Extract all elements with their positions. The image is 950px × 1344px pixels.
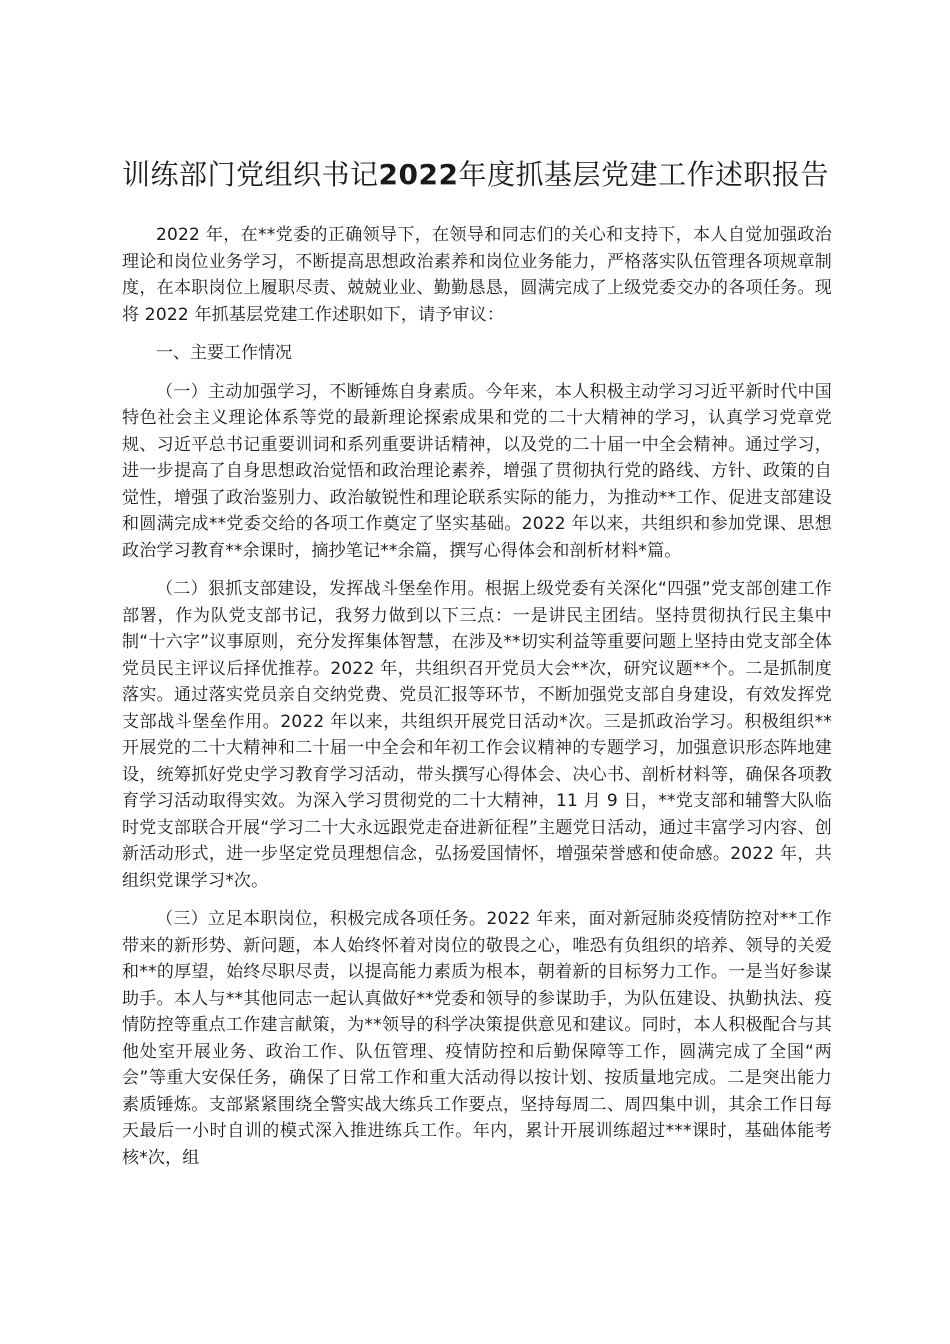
document-body — [122, 150, 832, 1183]
intro-paragraph: 2022 年，在**党委的正确领导下，在领导和同志们的关心和支持下，本人自觉加强政治理论和岗位业务学习，不断提高思想政治素养和岗位业务能力，严格落实队伍管理各项规章制度，在本职岗位上履职尽责、兢兢业业、勤勤恳恳，圆满完成了上级党委交办的各项任务。现将 2022 年抓基层党建工作述职如下，请予审议： — [122, 225, 832, 325]
paragraph-study: （一）主动加强学习，不断锤炼自身素质。今年来，本人积极主动学习习近平新时代中国特色社会主义理论体系等党的最新理论探索成果和党的二十大精神的学习，认真学习党章党规、习近平总书记重要训词和系列重要讲话精神，以及党的二十届一中全会精神。通过学习，进一步提高了自身思想政治觉悟和政治理论素养，增强了贯彻执行党的路线、方针、政策的自觉性，增强了政治鉴别力、政治敏锐性和理论联系实际的能力，为推动**工作、促进支部建设和圆满完成**党委交给的各项工作奠定了坚实基础。2022 年以来，共组织和参加党课、思想政治学习教育**余课时，摘抄笔记**余篇，撰写心得体会和剖析材料*篇。 — [122, 381, 832, 561]
paragraph-duties: （三）立足本职岗位，积极完成各项任务。2022 年来，面对新冠肺炎疫情防控对**工作带来的新形势、新问题，本人始终怀着对岗位的敬畏之心，唯恐有负组织的培养、领导的关爱和**的厚望，始终尽职尽责，以提高能力素质为根本，朝着新的目标努力工作。一是当好参谋助手。本人与**其他同志一起认真做好**党委和领导的参谋助手，为队伍建设、执勤执法、疫情防控等重点工作建言献策，为**领导的科学决策提供意见和建议。同时，本人积极配合与其他处室开展业务、政治工作、队伍管理、疫情防控和后勤保障等工作，圆满完成了全国“两会”等重大安保任务，确保了日常工作和重大活动得以按计划、按质量地完成。二是突出能力素质锤炼。支部紧紧围绕全警实战大练兵工作要点，坚持每周二、周四集中训，其余工作日每天最后一小时自训的模式深入推进练兵工作。年内，累计开展训练超过***课时，基础体能考核*次，组 — [122, 909, 832, 1168]
paragraph-branch-building: （二）狠抓支部建设，发挥战斗堡垒作用。根据上级党委有关深化“四强”党支部创建工作部署，作为队党支部书记，我努力做到以下三点：一是讲民主团结。坚持贯彻执行民主集中制“十六字”议事原则，充分发挥集体智慧，在涉及**切实利益等重要问题上坚持由党支部全体党员民主评议后择优推荐。2022 年，共组织召开党员大会**次，研究议题**个。二是抓制度落实。通过落实党员亲自交纳党费、党员汇报等环节，不断加强党支部自身建设，有效发挥党支部战斗堡垒作用。2022 年以来，共组织开展党日活动*次。三是抓政治学习。积极组织**开展党的二十大精神和二十届一中全会和年初工作会议精神的专题学习，加强意识形态阵地建设，统筹抓好党史学习教育学习活动，带头撰写心得体会、决心书、剖析材料等，确保各项教育学习活动取得实效。为深入学习贯彻党的二十大精神，11 月 9 日，**党支部和辅警大队临时党支部联合开展“学习二十大永远跟党走奋进新征程”主题党日活动，通过丰富学习内容、创新活动形式，进一步坚定党员理想信念，弘扬爱国情怀，增强荣誉感和使命感。2022 年，共组织党课学习*次。 — [122, 579, 832, 891]
title-part-1: 训练部门党组织书记 — [122, 158, 379, 191]
document-title — [122, 150, 832, 200]
section-heading-main-work: 一、主要工作情况 — [156, 343, 292, 363]
title-part-2: 年度抓基层党建工作述职报告 — [458, 158, 829, 191]
title-year: 2022 — [378, 158, 459, 191]
